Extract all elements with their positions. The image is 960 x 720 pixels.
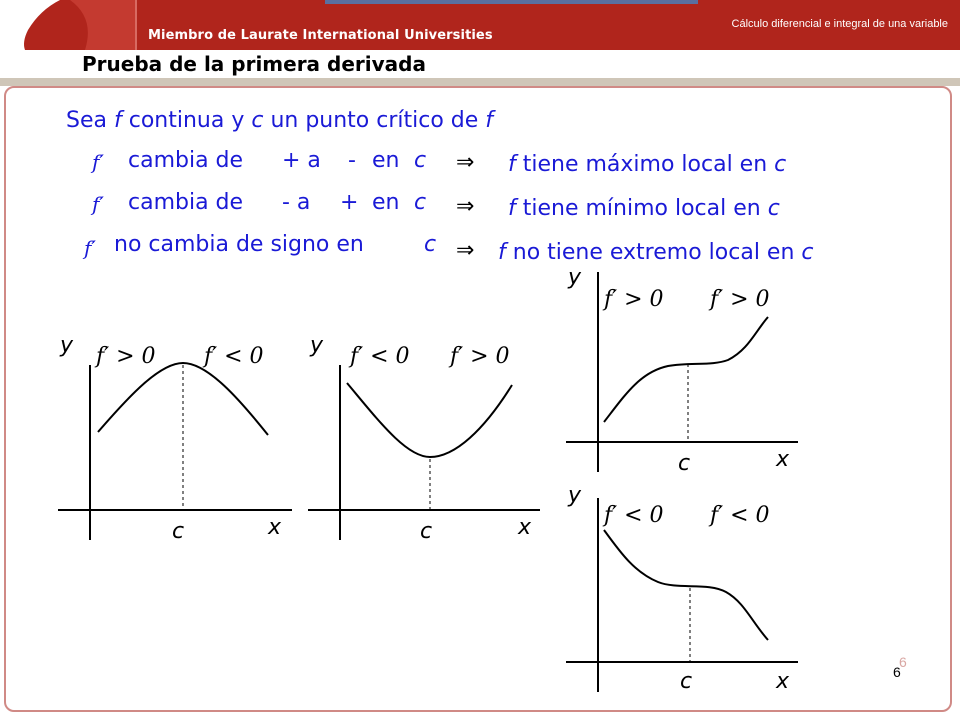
- statement-text-2: continua y: [121, 108, 252, 133]
- rule1-en: en: [372, 148, 400, 173]
- slide-title: Prueba de la primera derivada: [82, 52, 426, 76]
- statement-f: f: [113, 108, 122, 133]
- rule3-result-c: c: [801, 240, 814, 265]
- statement-f-end: f: [485, 108, 494, 133]
- graph-increasing: [566, 265, 798, 476]
- graph-decreasing-y-label: y: [568, 483, 582, 508]
- graph-decreasing-x-label: x: [776, 669, 790, 694]
- graph-minimum: [308, 333, 540, 544]
- rule2-implies-icon: ⇒: [456, 194, 475, 219]
- rule2-fprime: f′: [92, 192, 104, 216]
- graph-decreasing-curve: [604, 530, 768, 640]
- graph-decreasing-left-expr: f′ < 0: [604, 503, 664, 528]
- graph-minimum-curve: [347, 383, 512, 457]
- graph-maximum-y-label: y: [60, 333, 74, 358]
- page-number-ghost: 6: [899, 654, 907, 670]
- graph-increasing-curve: [604, 317, 768, 422]
- course-title: Cálculo diferencial e integral de una variable: [731, 18, 948, 30]
- graph-increasing-y-label: y: [568, 265, 582, 290]
- rule3-implies-icon: ⇒: [456, 238, 475, 263]
- rule1-result-c: c: [774, 152, 787, 177]
- graph-minimum-y-label: y: [310, 333, 324, 358]
- graph-increasing-c-label: c: [678, 451, 691, 476]
- graph-minimum-c-label: c: [420, 519, 433, 544]
- rule2-result-f: f: [508, 196, 516, 221]
- rule3-c: c: [424, 232, 437, 257]
- graph-increasing-left-expr: f′ > 0: [604, 287, 664, 312]
- graph-decreasing: [566, 483, 798, 694]
- rule1-fprime: f′: [92, 150, 104, 174]
- rule1-implies-icon: ⇒: [456, 150, 475, 175]
- rule2-en: en: [372, 190, 400, 215]
- rule3-result-text: no tiene extremo local en: [512, 240, 795, 265]
- graph-decreasing-right-expr: f′ < 0: [710, 503, 770, 528]
- graph-maximum: [58, 333, 292, 544]
- rule1-result-text: tiene máximo local en: [522, 152, 768, 177]
- rule2-sign-to: +: [340, 190, 359, 215]
- rule2-result-text: tiene mínimo local en: [522, 196, 761, 221]
- graph-increasing-x-label: x: [776, 447, 790, 472]
- rule1-sign-from: + a: [282, 148, 321, 173]
- rule2-condition: cambia de: [128, 190, 244, 215]
- graph-minimum-x-label: x: [518, 515, 532, 540]
- graph-maximum-c-label: c: [172, 519, 185, 544]
- graph-maximum-right-expr: f′ < 0: [204, 344, 264, 369]
- rule3-result-f: f: [498, 240, 506, 265]
- rule3-fprime: f′: [84, 236, 96, 260]
- rule3-condition: no cambia de signo en: [114, 232, 364, 257]
- rule1-result-f: f: [508, 152, 516, 177]
- rule2-sign-from: - a: [282, 190, 311, 215]
- rule1-sign-to: -: [348, 148, 356, 173]
- graph-increasing-right-expr: f′ > 0: [710, 287, 770, 312]
- graph-decreasing-c-label: c: [680, 669, 693, 694]
- rule2-result-c: c: [767, 196, 780, 221]
- statement-c: c: [251, 108, 264, 133]
- page-number: 6: [893, 664, 901, 680]
- graph-minimum-left-expr: f′ < 0: [350, 344, 410, 369]
- rule1-condition: cambia de: [128, 148, 244, 173]
- rule2-c: c: [414, 190, 427, 215]
- graph-maximum-left-expr: f′ > 0: [96, 344, 156, 369]
- statement-text-1: Sea: [66, 108, 114, 133]
- graph-minimum-right-expr: f′ > 0: [450, 344, 510, 369]
- rule1-c: c: [414, 148, 427, 173]
- graph-maximum-x-label: x: [268, 515, 282, 540]
- statement-text-3: un punto crítico de: [263, 108, 486, 133]
- member-text: Miembro de Laurate International Universities: [148, 28, 493, 43]
